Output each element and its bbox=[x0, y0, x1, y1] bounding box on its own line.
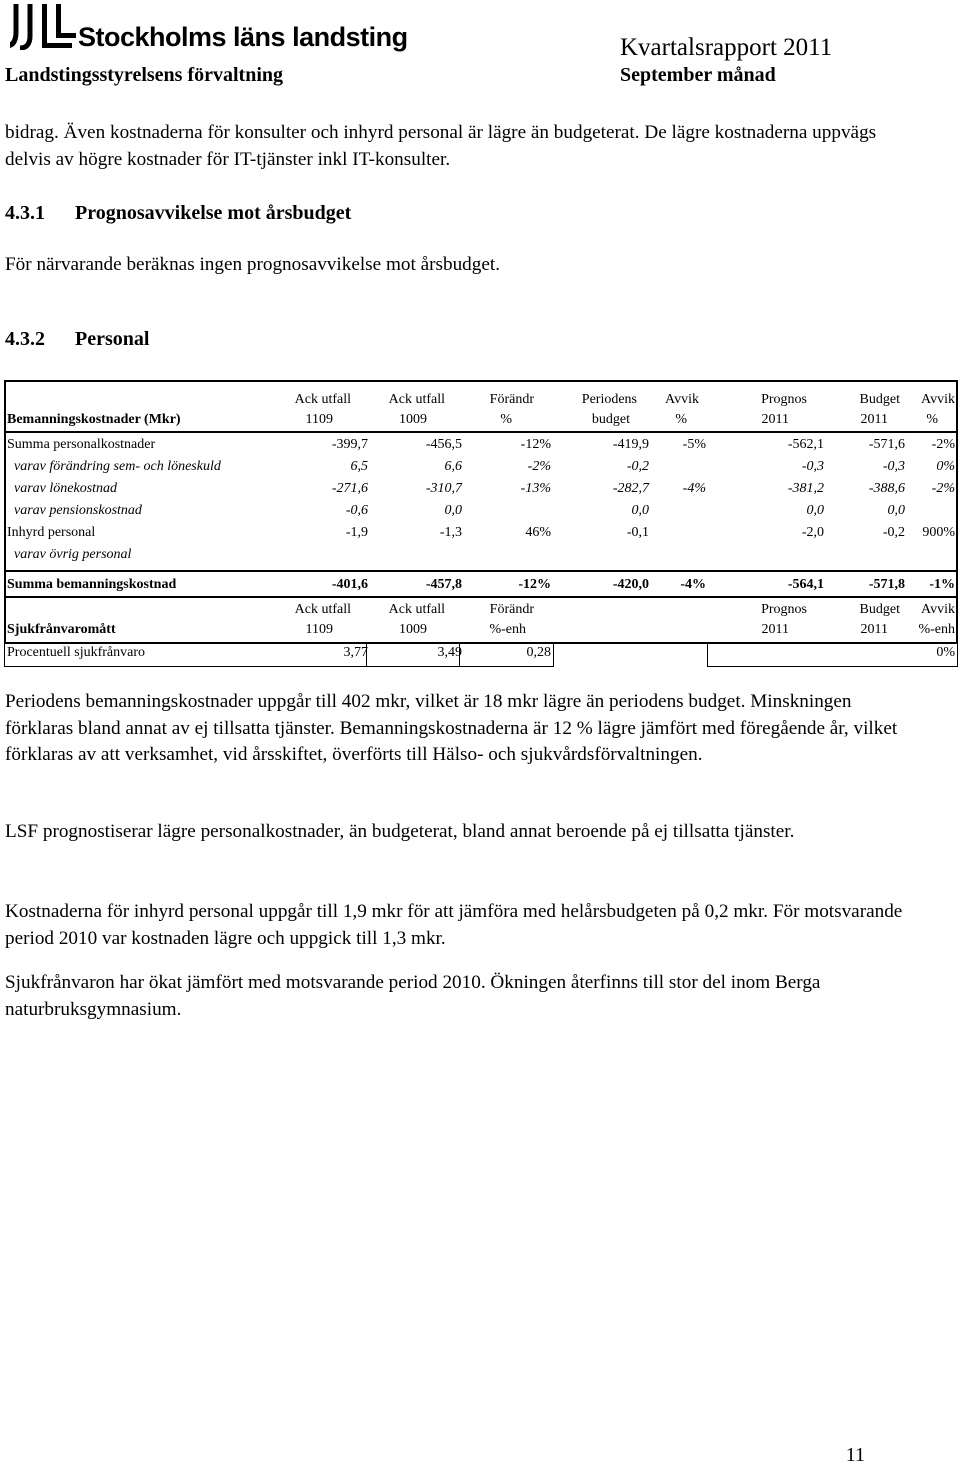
value-cell: 46% bbox=[525, 525, 551, 540]
row-label: Procentuell sjukfrånvaro bbox=[7, 645, 146, 660]
header-cell: budget bbox=[591, 412, 630, 427]
section-number: 4.3.2 bbox=[5, 328, 45, 350]
value-cell: -0,6 bbox=[345, 503, 368, 518]
row-label: varav pensionskostnad bbox=[14, 503, 142, 518]
table-row bbox=[4, 642, 958, 664]
table-row bbox=[4, 478, 958, 500]
staff-cost-table bbox=[4, 390, 958, 596]
value-cell: -399,7 bbox=[331, 437, 368, 452]
header-cell: % bbox=[675, 412, 687, 427]
table-header-row bbox=[4, 410, 958, 430]
value-cell bbox=[652, 522, 709, 544]
section-heading-4-3-1 bbox=[5, 202, 351, 225]
value-cell bbox=[709, 642, 827, 664]
header-cell bbox=[554, 600, 652, 620]
table-row bbox=[4, 500, 958, 522]
header-cell: 2011 bbox=[761, 412, 789, 427]
value-cell: -12% bbox=[518, 577, 551, 592]
page-number: 11 bbox=[845, 1444, 865, 1466]
header-cell: Avvik bbox=[921, 392, 955, 407]
value-cell: 0% bbox=[936, 459, 955, 474]
section-title: Personal bbox=[75, 328, 150, 350]
section-4-3-1-text: För närvarande beräknas ingen prognosavvikelse mot årsbudget. bbox=[5, 254, 500, 275]
header-cell: Prognos bbox=[761, 602, 807, 617]
value-cell: -0,3 bbox=[882, 459, 905, 474]
value-cell: -271,6 bbox=[331, 481, 368, 496]
header-cell: Avvik bbox=[921, 602, 955, 617]
header-cell: Prognos bbox=[761, 392, 807, 407]
value-cell: -571,8 bbox=[868, 577, 905, 592]
value-cell: -0,2 bbox=[626, 459, 649, 474]
header-cell: Periodens bbox=[581, 392, 637, 407]
table-header-row bbox=[4, 390, 958, 410]
header-cell: 1109 bbox=[305, 412, 333, 427]
header-cell bbox=[4, 390, 228, 410]
logo-wordmark: Stockholms läns landsting bbox=[78, 22, 408, 52]
value-cell bbox=[652, 456, 709, 478]
table-header-row bbox=[4, 600, 958, 620]
header-cell bbox=[652, 620, 709, 640]
value-cell: -0,2 bbox=[882, 525, 905, 540]
value-cell bbox=[554, 642, 652, 664]
table-row bbox=[4, 456, 958, 478]
table-title-cell: Bemanningskostnader (Mkr) bbox=[7, 412, 181, 427]
value-cell: -0,3 bbox=[801, 459, 824, 474]
report-month: September månad bbox=[620, 64, 776, 86]
table-title-cell: Sjukfrånvaromått bbox=[7, 622, 116, 637]
table-row bbox=[4, 434, 958, 456]
value-cell: -4% bbox=[680, 577, 706, 592]
row-label: Inhyrd personal bbox=[7, 525, 96, 540]
value-cell: -282,7 bbox=[612, 481, 649, 496]
value-cell: -1% bbox=[929, 577, 955, 592]
value-cell: -13% bbox=[520, 481, 551, 496]
value-cell: 0,0 bbox=[806, 503, 824, 518]
value-cell bbox=[228, 544, 371, 566]
body-paragraph: Sjukfrånvaron har ökat jämfört med motsvarande period 2010. Ökningen återfinns till stor del inom Berga naturbruksgymnasium. bbox=[5, 972, 821, 1020]
value-cell: -1,3 bbox=[439, 525, 462, 540]
value-cell: 0% bbox=[936, 645, 955, 660]
value-cell bbox=[908, 544, 958, 566]
header-cell: 2011 bbox=[860, 622, 888, 637]
table-row bbox=[4, 544, 958, 566]
value-cell bbox=[465, 500, 554, 522]
value-cell: -0,1 bbox=[626, 525, 649, 540]
value-cell bbox=[827, 544, 908, 566]
value-cell: 0,0 bbox=[631, 503, 649, 518]
value-cell: -456,5 bbox=[425, 437, 462, 452]
value-cell: 0,0 bbox=[444, 503, 462, 518]
row-label: varav lönekostnad bbox=[14, 481, 118, 496]
value-cell bbox=[652, 500, 709, 522]
header-cell: Ack utfall bbox=[294, 392, 351, 407]
header-cell: Ack utfall bbox=[388, 392, 445, 407]
report-title: Kvartalsrapport 2011 bbox=[620, 34, 833, 61]
header-cell: 1109 bbox=[305, 622, 333, 637]
header-cell bbox=[652, 600, 709, 620]
section-title: Prognosavvikelse mot årsbudget bbox=[75, 202, 352, 224]
total-row bbox=[4, 574, 958, 596]
header-cell bbox=[4, 600, 228, 620]
value-cell: -310,7 bbox=[425, 481, 462, 496]
value-cell: -419,9 bbox=[612, 437, 649, 452]
value-cell: 0,0 bbox=[887, 503, 905, 518]
value-cell: -2% bbox=[931, 437, 955, 452]
header-cell: 1009 bbox=[399, 412, 427, 427]
value-cell: 0,28 bbox=[526, 645, 551, 660]
value-cell bbox=[908, 500, 958, 522]
header-cell: Förändr bbox=[489, 392, 534, 407]
value-cell: -12% bbox=[520, 437, 551, 452]
value-cell: -562,1 bbox=[787, 437, 824, 452]
header-cell: 2011 bbox=[860, 412, 888, 427]
value-cell: -401,6 bbox=[331, 577, 368, 592]
sll-logo-icon bbox=[10, 2, 80, 50]
header-cell: Budget bbox=[859, 392, 900, 407]
value-cell bbox=[709, 544, 827, 566]
header-cell: Förändr bbox=[489, 602, 534, 617]
value-cell bbox=[371, 544, 465, 566]
header-cell: % bbox=[500, 412, 512, 427]
value-cell: -564,1 bbox=[787, 577, 824, 592]
value-cell: 6,5 bbox=[350, 459, 368, 474]
value-cell: 3,49 bbox=[437, 645, 462, 660]
row-label: Summa bemanningskostnad bbox=[7, 577, 177, 592]
value-cell: -1,9 bbox=[345, 525, 368, 540]
organization-name: Landstingsstyrelsens förvaltning bbox=[5, 64, 284, 86]
value-cell bbox=[554, 544, 652, 566]
row-label: Summa personalkostnader bbox=[7, 437, 156, 452]
header-cell: Avvik bbox=[665, 392, 699, 407]
value-cell: 6,6 bbox=[444, 459, 462, 474]
value-cell: -4% bbox=[682, 481, 706, 496]
value-cell: 3,77 bbox=[343, 645, 368, 660]
value-cell: -2% bbox=[931, 481, 955, 496]
header-cell: Budget bbox=[859, 602, 900, 617]
row-label: varav övrig personal bbox=[14, 547, 132, 562]
table-row bbox=[4, 522, 958, 544]
value-cell: 900% bbox=[922, 525, 955, 540]
body-paragraph: LSF prognostiserar lägre personalkostnader, än budgeterat, bland annat beroende på ej tillsatta tjänster. bbox=[5, 821, 795, 842]
value-cell: -420,0 bbox=[612, 577, 649, 592]
sick-leave-table bbox=[4, 600, 958, 664]
table-header-row bbox=[4, 620, 958, 640]
value-cell: -457,8 bbox=[425, 577, 462, 592]
header-cell: Ack utfall bbox=[388, 602, 445, 617]
value-cell: -5% bbox=[682, 437, 706, 452]
body-paragraph: Periodens bemanningskostnader uppgår till 402 mkr, vilket är 18 mkr lägre än periodens budget. Minskningen förklaras bland annat av ej tillsatta tjänster. Bemanningskostnaderna är 12 % lägre jämfört med föregående år, vilket förklaras av att verksamhet, vid årsskiftet, överförts till Hälso- och sjukvårdsförvaltningen. bbox=[5, 691, 898, 765]
value-cell bbox=[827, 642, 908, 664]
value-cell: -571,6 bbox=[868, 437, 905, 452]
value-cell: -2,0 bbox=[801, 525, 824, 540]
body-paragraph: Kostnaderna för inhyrd personal uppgår till 1,9 mkr för att jämföra med helårsbudgeten på 0,2 mkr. För motsvarande period 2010 var kostnaden lägre och uppgick till 1,3 mkr. bbox=[5, 901, 903, 949]
header-cell bbox=[554, 620, 652, 640]
value-cell: -2% bbox=[527, 459, 551, 474]
header-cell: Ack utfall bbox=[294, 602, 351, 617]
value-cell: -381,2 bbox=[787, 481, 824, 496]
intro-paragraph: bidrag. Även kostnaderna för konsulter och inhyrd personal är lägre än budgeterat. De lägre kostnaderna uppvägs delvis av högre kostnader för IT-tjänster inkl IT-konsulter. bbox=[5, 122, 877, 170]
row-label: varav förändring sem- och löneskuld bbox=[14, 459, 221, 474]
header-cell: %-enh bbox=[489, 622, 526, 637]
value-cell bbox=[652, 642, 709, 664]
header-cell: % bbox=[926, 412, 938, 427]
header-cell: %-enh bbox=[918, 622, 955, 637]
header-cell: 2011 bbox=[761, 622, 789, 637]
section-heading-4-3-2 bbox=[5, 328, 149, 351]
section-number: 4.3.1 bbox=[5, 202, 45, 224]
value-cell bbox=[465, 544, 554, 566]
value-cell bbox=[652, 544, 709, 566]
header-cell: 1009 bbox=[399, 622, 427, 637]
value-cell: -388,6 bbox=[868, 481, 905, 496]
